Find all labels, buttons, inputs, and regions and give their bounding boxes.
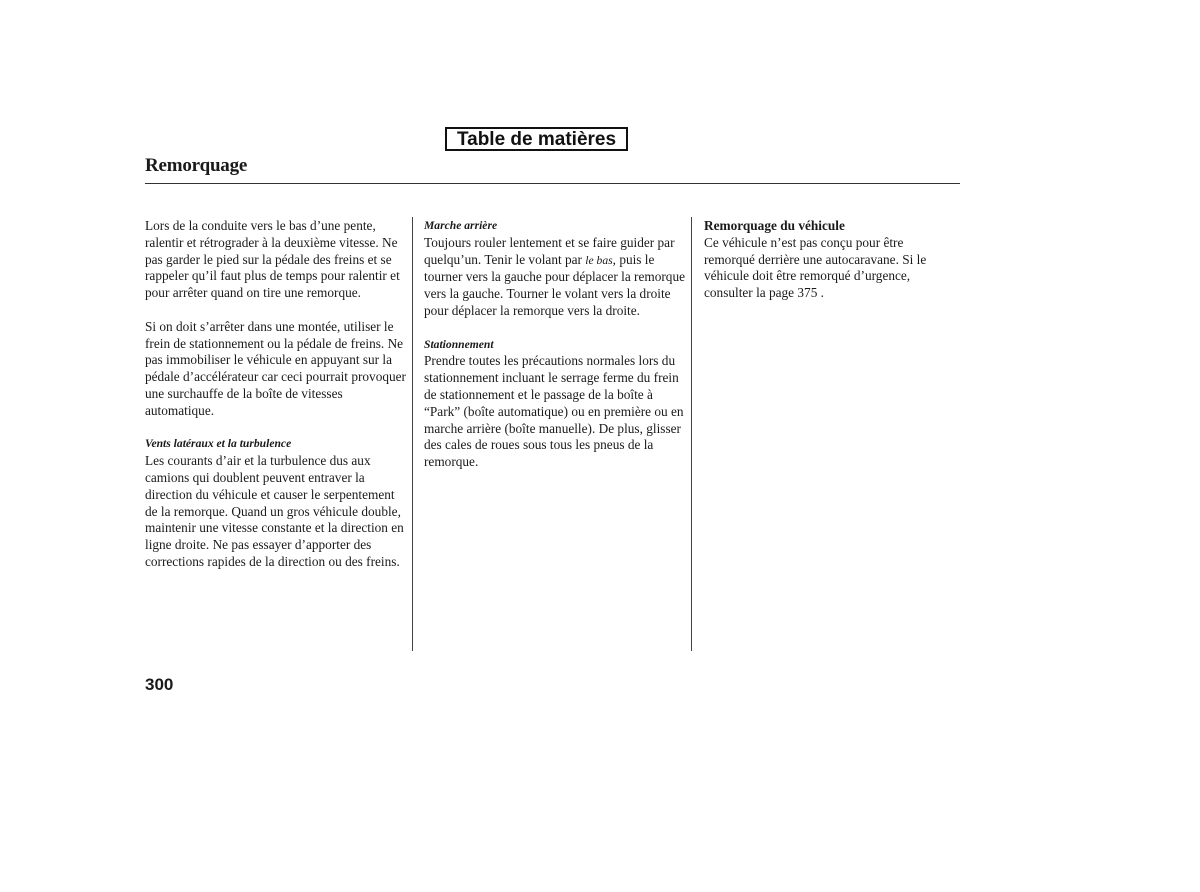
paragraph-uphill-stop: Si on doit s’arrêter dans une montée, utiliser le frein de stationnement ou la pédale de freins. Ne pas immobiliser le véhicule en appuyant sur la pédale d’accélérateur car ceci pourrait provoquer une surchauffe de la boîte de vitesses automatique. bbox=[145, 318, 406, 418]
heading-crosswinds: Vents latéraux et la turbulence bbox=[145, 437, 292, 451]
paragraph-reverse-text-1: Toujours rouler lentement et se faire guider par quelqu’un. Tenir le volant par bbox=[424, 234, 675, 267]
column-divider-1 bbox=[412, 217, 413, 651]
page-title: Remorquage bbox=[145, 155, 248, 176]
heading-parking: Stationnement bbox=[424, 337, 494, 351]
column-3 bbox=[704, 218, 950, 319]
paragraph-parking: Prendre toutes les précautions normales lors du stationnement incluant le serrage ferme du frein de stationnement et le passage de la boîte à “Park” (boîte automatique) ou en première ou en marche arrière (boîte manuelle). De plus, glisser des cales de roues sous tous les pneus de la remorque. bbox=[424, 353, 684, 470]
heading-vehicle-towing: Remorquage du véhicule bbox=[704, 218, 845, 233]
heading-reverse: Marche arrière bbox=[424, 219, 498, 232]
table-of-contents-button[interactable]: Table de matières bbox=[445, 127, 628, 151]
paragraph-reverse-emphasis: le bas bbox=[585, 253, 613, 267]
column-2 bbox=[424, 218, 686, 488]
paragraph-downhill: Lors de la conduite vers le bas d’une pente, ralentir et rétrograder à la deuxième vitesse. Ne pas garder le pied sur la pédale des freins et se rappeler qu’il faut plus de temps pour ralentir et pour arrêter quand on tire une remorque. bbox=[145, 218, 400, 301]
title-divider bbox=[145, 183, 960, 184]
column-divider-2 bbox=[691, 217, 692, 651]
paragraph-crosswinds: Les courants d’air et la turbulence dus aux camions qui doublent peuvent entraver la direction du véhicule et causer le serpentement de la remorque. Quand un gros véhicule double, maintenir une vitesse constante et la direction en ligne droite. Ne pas essayer d’apporter des corrections rapides de la direction ou des freins. bbox=[145, 453, 404, 569]
paragraph-reverse-text-2: , puis le tourner vers la gauche pour déplacer la remorque vers la gauche. Tourner le volant vers la droite pour déplacer la remorque vers la droite. bbox=[424, 251, 686, 318]
paragraph-vehicle-towing: Ce véhicule n’est pas conçu pour être remorqué derrière une autocaravane. Si le véhicule doit être remorqué d’urgence, consulter la page 375 . bbox=[704, 234, 927, 301]
column-1 bbox=[145, 218, 407, 588]
paragraph-reverse bbox=[424, 235, 686, 320]
page-number: 300 bbox=[145, 675, 174, 694]
